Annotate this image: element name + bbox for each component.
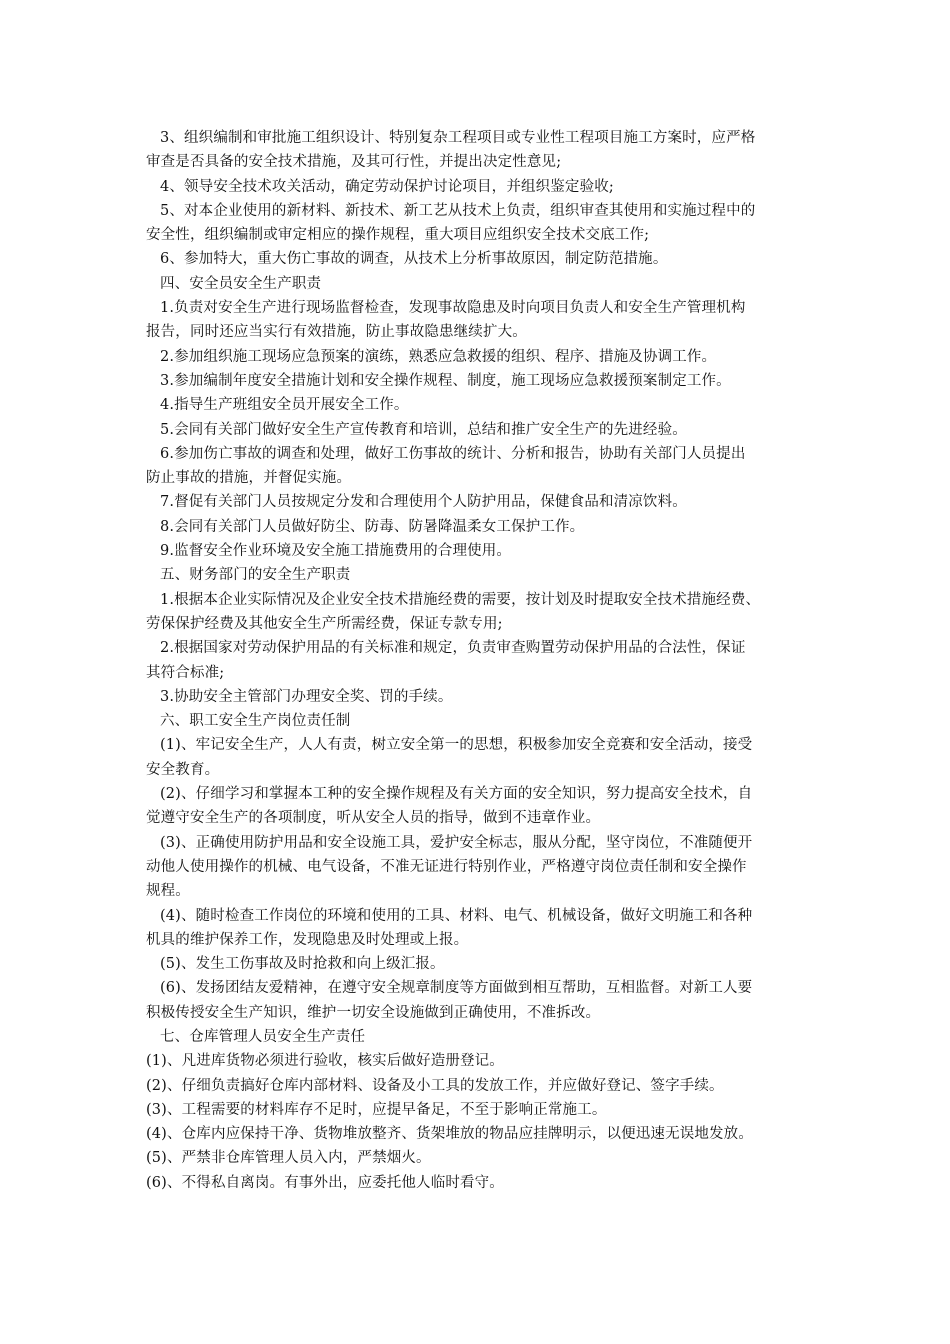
text-line: (3)、正确使用防护用品和安全设施工具，爱护安全标志，服从分配，坚守岗位，不准随便开 <box>160 834 753 851</box>
text-line: 四、安全员安全生产职责 <box>160 275 322 292</box>
text-line: (6)、不得私自离岗。有事外出，应委托他人临时看守。 <box>146 1174 504 1191</box>
text-line: 七、仓库管理人员安全生产责任 <box>160 1028 366 1045</box>
text-line: 4.指导生产班组安全员开展安全工作。 <box>160 397 409 414</box>
text-line: 8.会同有关部门人员做好防尘、防毒、防暑降温柔女工保护工作。 <box>160 518 585 535</box>
text-line: 六、职工安全生产岗位责任制 <box>160 713 351 730</box>
text-line: 其符合标准; <box>146 664 225 681</box>
text-line: 4、领导安全技术攻关活动，确定劳动保护讨论项目，并组织鉴定验收; <box>160 178 614 195</box>
text-line: 五、财务部门的安全生产职责 <box>160 567 351 584</box>
text-line: (5)、严禁非仓库管理人员入内，严禁烟火。 <box>146 1150 431 1167</box>
text-line: 报告，同时还应当实行有效措施，防止事故隐患继续扩大。 <box>146 324 527 341</box>
text-line: (2)、仔细负责搞好仓库内部材料、设备及小工具的发放工作，并应做好登记、签字手续。 <box>146 1077 724 1094</box>
text-line: 3.协助安全主管部门办理安全奖、罚的手续。 <box>160 688 453 705</box>
text-line: 规程。 <box>146 883 190 900</box>
text-line: 积极传授安全生产知识，维护一切安全设施做到正确使用，不准拆改。 <box>146 1004 601 1021</box>
text-line: (6)、发扬团结友爱精神，在遵守安全规章制度等方面做到相互帮助，互相监督。对新工人要 <box>160 980 753 997</box>
text-line: 动他人使用操作的机械、电气设备，不准无证进行特别作业，严格遵守岗位责任制和安全操作 <box>146 858 747 875</box>
text-line: (4)、随时检查工作岗位的环境和使用的工具、材料、电气、机械设备，做好文明施工和各种 <box>160 907 753 924</box>
text-line: (1)、凡进库货物必须进行验收，核实后做好造册登记。 <box>146 1053 504 1070</box>
text-line: 9.监督安全作业环境及安全施工措施费用的合理使用。 <box>160 543 512 560</box>
text-line: 1.负责对安全生产进行现场监督检查，发现事故隐患及时向项目负责人和安全生产管理机构 <box>160 300 746 317</box>
text-line: 审查是否具备的安全技术措施，及其可行性，并提出决定性意见; <box>146 154 562 171</box>
text-line: 防止事故的措施，并督促实施。 <box>146 470 352 487</box>
text-line: 2.参加组织施工现场应急预案的演练，熟悉应急救援的组织、程序、措施及协调工作。 <box>160 348 717 365</box>
text-line: 觉遵守安全生产的各项制度，听从安全人员的指导，做到不违章作业。 <box>146 810 601 827</box>
text-line: (5)、发生工伤事故及时抢救和向上级汇报。 <box>160 956 445 973</box>
text-line: 机具的维护保养工作，发现隐患及时处理或上报。 <box>146 931 469 948</box>
text-line: 3、组织编制和审批施工组织设计、特别复杂工程项目或专业性工程项目施工方案时，应严格 <box>160 130 756 146</box>
text-line: 1.根据本企业实际情况及企业安全技术措施经费的需要，按计划及时提取安全技术措施经费、 <box>160 591 761 608</box>
text-line: (2)、仔细学习和掌握本工种的安全操作规程及有关方面的安全知识，努力提高安全技术，自 <box>160 786 753 803</box>
document-body <box>146 126 814 1195</box>
text-line: 6、参加特大，重大伤亡事故的调查，从技术上分析事故原因，制定防范措施。 <box>160 251 668 268</box>
text-line: (4)、仓库内应保持干净、货物堆放整齐、货架堆放的物品应挂牌明示，以便迅速无误地发放。 <box>146 1126 753 1143</box>
text-line: (1)、牢记安全生产，人人有责，树立安全第一的思想，积极参加安全竞赛和安全活动，接受 <box>160 737 753 754</box>
text-line: 5.会同有关部门做好安全生产宣传教育和培训，总结和推广安全生产的先进经验。 <box>160 421 687 438</box>
text-line: 5、对本企业使用的新材料、新技术、新工艺从技术上负责，组织审查其使用和实施过程中的 <box>160 202 756 219</box>
text-line: 劳保保护经费及其他安全生产所需经费，保证专款专用; <box>146 615 503 632</box>
text-line: 安全教育。 <box>146 761 220 778</box>
text-line: 安全性，组织编制或审定相应的操作规程，重大项目应组织安全技术交底工作; <box>146 227 650 244</box>
text-line: 7.督促有关部门人员按规定分发和合理使用个人防护用品，保健食品和清凉饮料。 <box>160 494 687 511</box>
text-line: (3)、工程需要的材料库存不足时，应提早备足，不至于影响正常施工。 <box>146 1101 607 1118</box>
text-line: 2.根据国家对劳动保护用品的有关标准和规定，负责审查购置劳动保护用品的合法性，保证 <box>160 640 746 657</box>
text-line: 6.参加伤亡事故的调查和处理，做好工伤事故的统计、分析和报告，协助有关部门人员提出 <box>160 445 746 462</box>
text-line: 3.参加编制年度安全措施计划和安全操作规程、制度，施工现场应急救援预案制定工作。 <box>160 372 731 389</box>
